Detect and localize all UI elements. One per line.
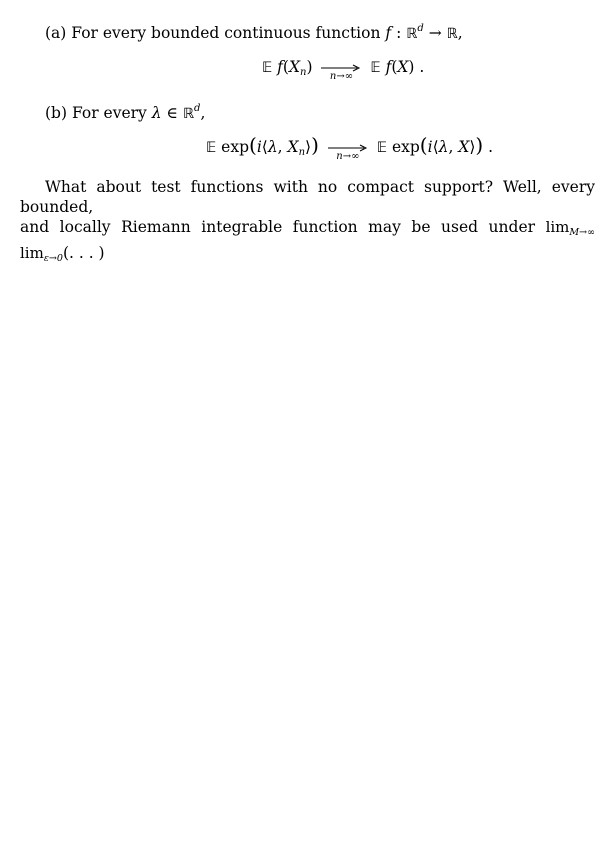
eq-a-rp2: ): [408, 58, 415, 76]
eq-b-X2: X: [458, 138, 470, 156]
math-comma-b: ,: [200, 104, 206, 122]
eq-b-E: 𝔼: [206, 140, 217, 156]
math-f: f: [385, 24, 392, 42]
eq-a-E2: 𝔼: [370, 60, 381, 76]
eq-b-exp: exp: [221, 138, 249, 156]
eq-a-lp: (: [282, 58, 289, 76]
eq-b-lang: ⟨: [261, 138, 268, 156]
math-R-b: ℝ: [182, 106, 195, 122]
eq-a-X: X: [288, 58, 301, 76]
eq-b-lambda: λ: [267, 138, 278, 156]
paragraph: [20, 177, 595, 269]
equation-a: [262, 57, 424, 83]
math-in: ∈: [166, 104, 178, 122]
eq-b-comma: ,: [277, 138, 288, 156]
item-b: [45, 99, 205, 124]
math-comma: ,: [457, 24, 463, 42]
eq-b-X: X: [287, 138, 299, 156]
eq-b-i: i: [256, 138, 262, 156]
eq-b-rang: ⟩: [305, 138, 312, 156]
eq-b-lbig2: (: [419, 133, 428, 157]
math-R: ℝ: [406, 26, 418, 42]
eq-b-i2: i: [427, 138, 433, 156]
equation-b: [206, 133, 494, 163]
arrow-b-subscript: n→∞: [336, 151, 360, 162]
eq-a-rp: ): [306, 58, 313, 76]
lim-eps: lim: [20, 244, 44, 262]
lim-eps-subscript: ε→0: [43, 253, 63, 264]
lim-m-subscript: M→∞: [569, 227, 595, 238]
convergence-arrow-a: [321, 58, 361, 82]
eq-b-rang2: ⟩: [469, 138, 476, 156]
eq-a-dot: .: [419, 58, 425, 76]
eq-a-f: f: [277, 58, 283, 76]
item-a-label: (a): [45, 24, 67, 42]
eq-b-comma2: ,: [448, 138, 459, 156]
eq-b-exp2: exp: [391, 138, 420, 156]
eq-b-n: n: [298, 147, 306, 158]
eq-a-n: n: [300, 67, 307, 78]
item-a-text: For every bounded continuous function: [71, 24, 381, 42]
eq-b-lbig: (: [249, 133, 257, 157]
eq-a-f2: f: [385, 58, 392, 76]
math-d: d: [417, 23, 424, 34]
eq-b-rbig2: ): [475, 133, 484, 157]
eq-b-E2: 𝔼: [376, 140, 387, 156]
item-a: [45, 19, 463, 44]
paragraph-line-2: [20, 218, 595, 262]
eq-b-lambda2: λ: [438, 138, 449, 156]
paragraph-line-2-text: and locally Riemann integrable function may be used under: [20, 218, 536, 236]
eq-b-rbig: ): [311, 133, 319, 157]
eq-b-dot: .: [488, 138, 494, 156]
paragraph-line-1: What about test functions with no compact support? Well, every bounded,: [20, 178, 595, 216]
math-R2: ℝ: [446, 26, 458, 42]
eq-a-X2: X: [397, 58, 409, 76]
arrow-a-subscript: n→∞: [329, 71, 354, 82]
convergence-arrow-b: [328, 138, 368, 162]
eq-a-E: 𝔼: [262, 60, 273, 76]
eq-a-lp2: (: [391, 58, 398, 76]
paragraph-tail: (. . . ): [62, 244, 105, 262]
math-d-b: d: [194, 103, 201, 114]
math-lambda: λ: [151, 104, 162, 122]
item-b-text: For every: [71, 104, 147, 122]
item-b-label: (b): [45, 104, 68, 122]
math-to: →: [428, 24, 442, 42]
math-colon: :: [396, 24, 402, 42]
eq-b-lang2: ⟨: [432, 138, 439, 156]
lim-m: lim: [545, 218, 570, 236]
